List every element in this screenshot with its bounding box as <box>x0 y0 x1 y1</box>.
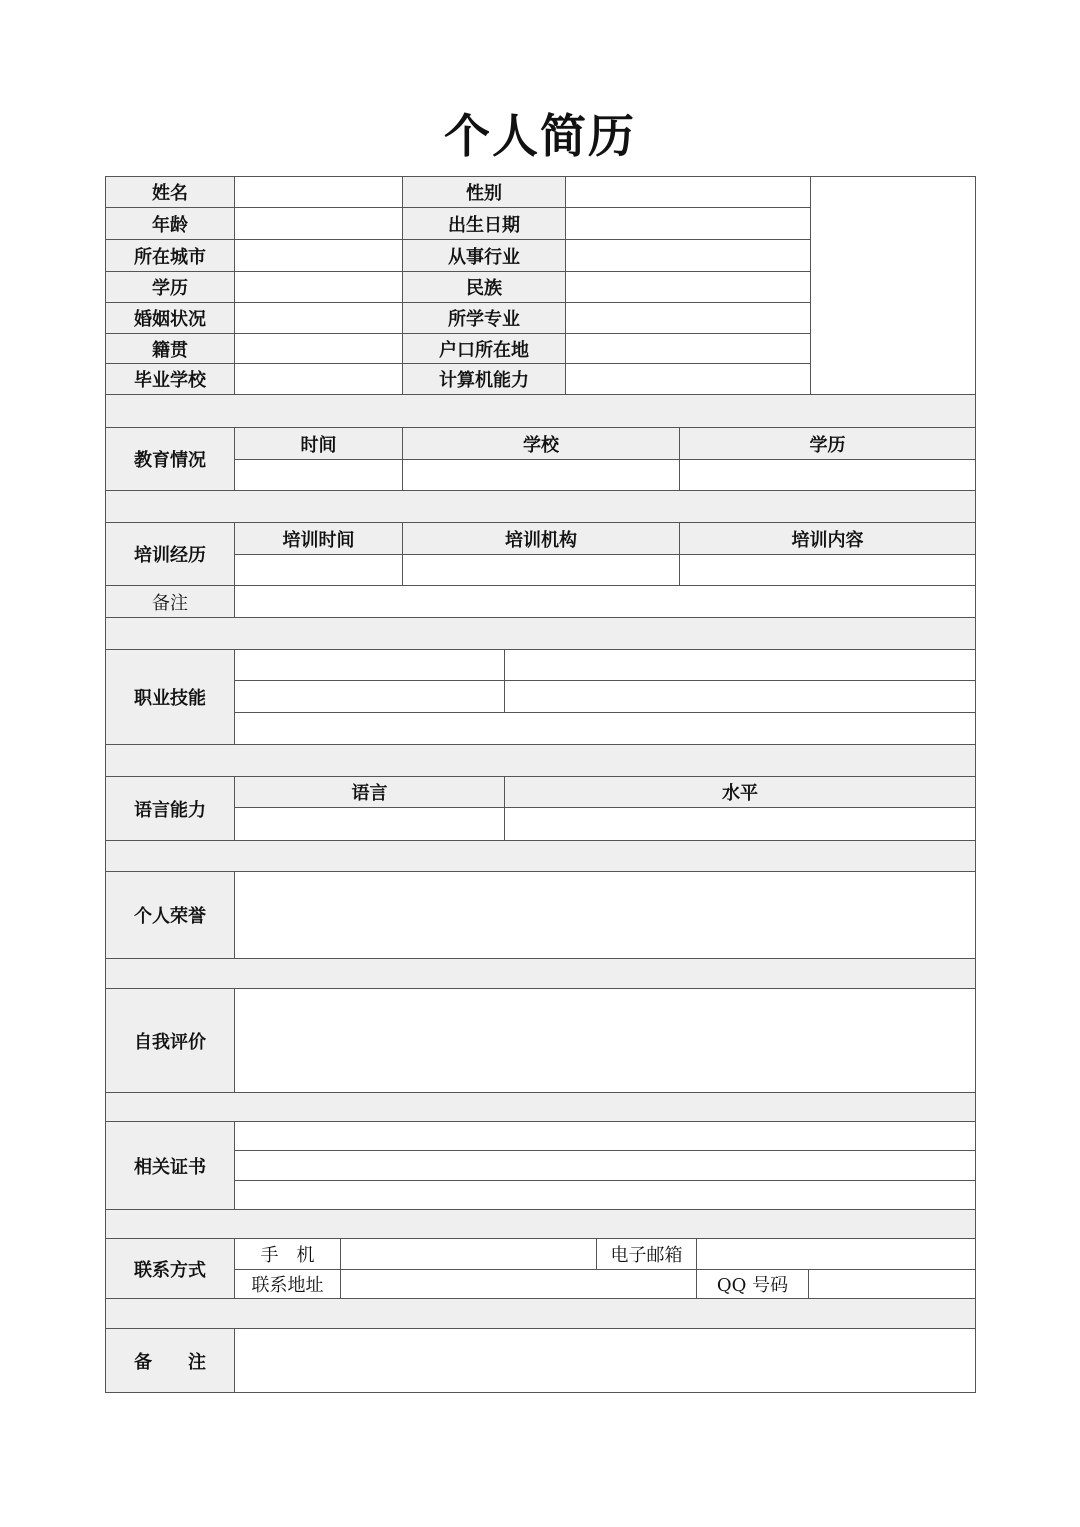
label-gender: 性别 <box>402 176 566 208</box>
label-email: 电子邮箱 <box>596 1238 697 1270</box>
label-phone: 手 机 <box>234 1238 341 1270</box>
input-remark[interactable] <box>234 1328 976 1393</box>
input-birthdate[interactable] <box>565 207 811 240</box>
input-marital[interactable] <box>234 302 403 334</box>
label-training: 培训经历 <box>105 522 235 586</box>
input-training-org[interactable] <box>402 554 680 586</box>
header-language: 语言 <box>234 776 505 808</box>
header-edu-time: 时间 <box>234 427 403 460</box>
input-phone[interactable] <box>340 1238 597 1270</box>
section-spacer <box>105 394 976 428</box>
input-skill-2a[interactable] <box>234 680 505 713</box>
label-honors: 个人荣誉 <box>105 871 235 959</box>
section-spacer <box>105 744 976 777</box>
input-edu-time[interactable] <box>234 459 403 491</box>
label-marital: 婚姻状况 <box>105 302 235 334</box>
label-major: 所学专业 <box>402 302 566 334</box>
input-skill-3[interactable] <box>234 712 976 745</box>
input-cert-3[interactable] <box>234 1180 976 1210</box>
header-level: 水平 <box>504 776 976 808</box>
input-cert-2[interactable] <box>234 1150 976 1181</box>
input-name[interactable] <box>234 176 403 208</box>
label-degree: 学历 <box>105 271 235 303</box>
label-native-place: 籍贯 <box>105 333 235 364</box>
input-native-place[interactable] <box>234 333 403 364</box>
label-school: 毕业学校 <box>105 363 235 395</box>
label-certs: 相关证书 <box>105 1121 235 1210</box>
header-edu-degree: 学历 <box>679 427 976 460</box>
section-spacer <box>105 490 976 523</box>
input-skill-1b[interactable] <box>504 649 976 681</box>
input-skill-2b[interactable] <box>504 680 976 713</box>
header-edu-school: 学校 <box>402 427 680 460</box>
input-industry[interactable] <box>565 239 811 272</box>
input-email[interactable] <box>696 1238 976 1270</box>
label-language: 语言能力 <box>105 776 235 841</box>
label-qq: QQ 号码 <box>696 1269 809 1299</box>
label-name: 姓名 <box>105 176 235 208</box>
input-ethnicity[interactable] <box>565 271 811 303</box>
input-level[interactable] <box>504 807 976 841</box>
input-training-content[interactable] <box>679 554 976 586</box>
input-age[interactable] <box>234 207 403 240</box>
header-training-org: 培训机构 <box>402 522 680 555</box>
section-spacer <box>105 1209 976 1239</box>
label-skills: 职业技能 <box>105 649 235 745</box>
label-birthdate: 出生日期 <box>402 207 566 240</box>
label-computer-skill: 计算机能力 <box>402 363 566 395</box>
input-school[interactable] <box>234 363 403 395</box>
input-honors[interactable] <box>234 871 976 959</box>
page-title: 个人简历 <box>444 109 636 163</box>
input-qq[interactable] <box>808 1269 976 1299</box>
label-address: 联系地址 <box>234 1269 341 1299</box>
label-hukou: 户口所在地 <box>402 333 566 364</box>
header-training-time: 培训时间 <box>234 522 403 555</box>
input-cert-1[interactable] <box>234 1121 976 1151</box>
section-spacer <box>105 840 976 872</box>
input-computer-skill[interactable] <box>565 363 811 395</box>
input-language[interactable] <box>234 807 505 841</box>
input-hukou[interactable] <box>565 333 811 364</box>
input-gender[interactable] <box>565 176 811 208</box>
input-edu-school[interactable] <box>402 459 680 491</box>
input-degree[interactable] <box>234 271 403 303</box>
label-education: 教育情况 <box>105 427 235 491</box>
input-training-note[interactable] <box>234 585 976 618</box>
label-age: 年龄 <box>105 207 235 240</box>
label-contact: 联系方式 <box>105 1238 235 1299</box>
label-self-eval: 自我评价 <box>105 988 235 1093</box>
input-major[interactable] <box>565 302 811 334</box>
label-remark: 备 注 <box>105 1328 235 1393</box>
header-training-content: 培训内容 <box>679 522 976 555</box>
label-industry: 从事行业 <box>402 239 566 272</box>
input-training-time[interactable] <box>234 554 403 586</box>
input-skill-1a[interactable] <box>234 649 505 681</box>
label-city: 所在城市 <box>105 239 235 272</box>
label-training-note: 备注 <box>105 585 235 618</box>
section-spacer <box>105 1092 976 1122</box>
photo-box[interactable] <box>810 176 976 395</box>
section-spacer <box>105 958 976 989</box>
input-edu-degree[interactable] <box>679 459 976 491</box>
section-spacer <box>105 1298 976 1329</box>
input-self-eval[interactable] <box>234 988 976 1093</box>
label-ethnicity: 民族 <box>402 271 566 303</box>
input-address[interactable] <box>340 1269 697 1299</box>
section-spacer <box>105 617 976 650</box>
input-city[interactable] <box>234 239 403 272</box>
